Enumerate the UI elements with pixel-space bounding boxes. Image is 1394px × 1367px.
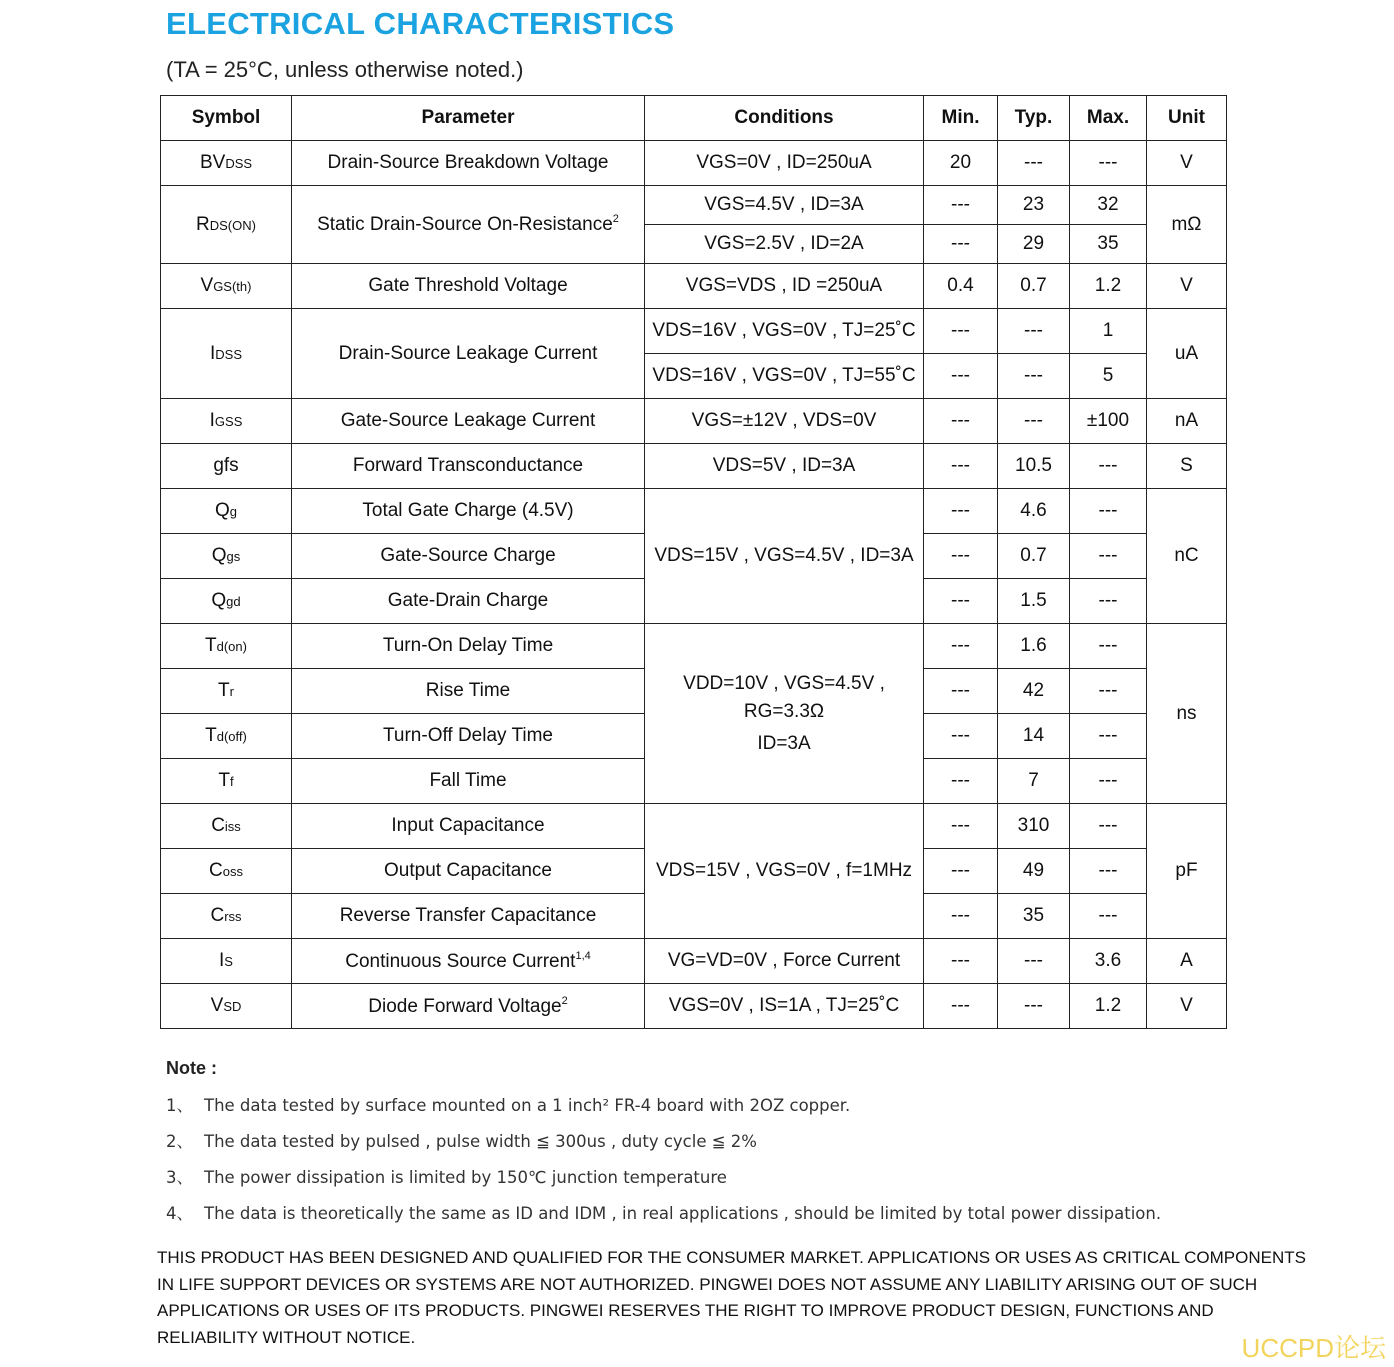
note-item: 3、 The power dissipation is limited by 150℃ junction temperature [166, 1168, 727, 1187]
min-cell: --- [924, 669, 998, 714]
typ-cell: 1.5 [998, 579, 1070, 624]
conditions-cell: VDS=16V , VGS=0V , TJ=25˚C [645, 309, 924, 354]
header-parameter: Parameter [292, 96, 645, 141]
header-min: Min. [924, 96, 998, 141]
conditions-cell: VDS=15V , VGS=4.5V , ID=3A [645, 489, 924, 624]
min-cell: --- [924, 849, 998, 894]
table-row [161, 489, 1227, 534]
parameter-cell: Output Capacitance [292, 849, 645, 894]
note-item: 1、 The data tested by surface mounted on a 1 inch² FR-4 board with 2OZ copper. [166, 1096, 851, 1115]
typ-cell: 310 [998, 804, 1070, 849]
parameter-cell: Turn-Off Delay Time [292, 714, 645, 759]
unit-cell: S [1147, 444, 1227, 489]
typ-cell: --- [998, 939, 1070, 984]
conditions-cell: VDS=15V , VGS=0V , f=1MHz [645, 804, 924, 939]
max-cell: 1.2 [1070, 264, 1147, 309]
min-cell: --- [924, 399, 998, 444]
conditions-cell: VGS=0V , ID=250uA [645, 141, 924, 186]
parameter-cell: Total Gate Charge (4.5V) [292, 489, 645, 534]
min-cell: --- [924, 624, 998, 669]
symbol-cell: Td(off) [161, 714, 292, 759]
typ-cell: --- [998, 984, 1070, 1029]
note-item: 4、 The data is theoretically the same as ID and IDM , in real applications , should be limited by total power dissipation. [166, 1204, 1162, 1223]
typ-cell: 4.6 [998, 489, 1070, 534]
table-row [161, 804, 1227, 849]
table-row [161, 444, 1227, 489]
parameter-cell: Drain-Source Leakage Current [292, 309, 645, 399]
parameter-cell: Drain-Source Breakdown Voltage [292, 141, 645, 186]
symbol-cell: Tf [161, 759, 292, 804]
typ-cell: 10.5 [998, 444, 1070, 489]
table-row [161, 186, 1227, 225]
symbol-cell: Coss [161, 849, 292, 894]
symbol-cell: IGSS [161, 399, 292, 444]
typ-cell: 35 [998, 894, 1070, 939]
max-cell: --- [1070, 624, 1147, 669]
symbol-cell: Qgs [161, 534, 292, 579]
watermark: UCCPD论坛 [1241, 1333, 1386, 1363]
symbol-cell: Td(on) [161, 624, 292, 669]
note-item: 2、 The data tested by pulsed , pulse width ≦ 300us , duty cycle ≦ 2% [166, 1132, 757, 1151]
table-row [161, 984, 1227, 1029]
parameter-cell: Static Drain-Source On-Resistance$^2$ [292, 186, 645, 264]
min-cell: --- [924, 714, 998, 759]
disclaimer-text: THIS PRODUCT HAS BEEN DESIGNED AND QUALIFIED FOR THE CONSUMER MARKET. APPLICATIONS OR USES AS CRITICAL COMPONENTS IN LIFE SUPPORT DEVICES OR SYSTEMS ARE NOT AUTHORIZED. PINGWEI DOES NOT ASSUME ANY LIABILITY ARISING OUT OF SUCH APPLICATIONS OR USES OF ITS PRODUCTS. PINGWEI RESERVES THE RIGHT TO IMPROVE PRODUCT DESIGN, FUNCTIONS AND RELIABILITY WITHOUT NOTICE. [157, 1248, 1306, 1347]
typ-cell: --- [998, 309, 1070, 354]
symbol-cell: RDS(ON) [161, 186, 292, 264]
symbol-cell: Tr [161, 669, 292, 714]
max-cell: --- [1070, 444, 1147, 489]
typ-cell: 0.7 [998, 534, 1070, 579]
min-cell: 0.4 [924, 264, 998, 309]
unit-cell: mΩ [1147, 186, 1227, 264]
parameter-cell: Gate-Source Charge [292, 534, 645, 579]
min-cell: --- [924, 804, 998, 849]
typ-cell: 1.6 [998, 624, 1070, 669]
table-row [161, 939, 1227, 984]
max-cell: --- [1070, 759, 1147, 804]
typ-cell: 7 [998, 759, 1070, 804]
parameter-cell: Continuous Source Current$^{1,4}$ [292, 939, 645, 984]
table-row [161, 309, 1227, 354]
typ-cell: 23 [998, 186, 1070, 225]
typ-cell: --- [998, 141, 1070, 186]
table-row [161, 141, 1227, 186]
typ-cell: 42 [998, 669, 1070, 714]
unit-cell: V [1147, 264, 1227, 309]
conditions-cell: VGS=VDS , ID =250uA [645, 264, 924, 309]
conditions-cell: VDS=16V , VGS=0V , TJ=55˚C [645, 354, 924, 399]
page-subtitle: (TA = 25°C, unless otherwise noted.) [166, 57, 524, 82]
symbol-cell: Qgd [161, 579, 292, 624]
min-cell: --- [924, 225, 998, 264]
table-header-row [161, 96, 1227, 141]
min-cell: --- [924, 984, 998, 1029]
header-unit: Unit [1147, 96, 1227, 141]
symbol-cell: IDSS [161, 309, 292, 399]
characteristics-table [160, 95, 1227, 1029]
min-cell: --- [924, 759, 998, 804]
max-cell: 5 [1070, 354, 1147, 399]
parameter-cell: Forward Transconductance [292, 444, 645, 489]
min-cell: --- [924, 186, 998, 225]
max-cell: --- [1070, 804, 1147, 849]
min-cell: --- [924, 489, 998, 534]
symbol-cell: VSD [161, 984, 292, 1029]
max-cell: --- [1070, 669, 1147, 714]
conditions-cell: VGS=±12V , VDS=0V [645, 399, 924, 444]
parameter-cell: Turn-On Delay Time [292, 624, 645, 669]
page-title: ELECTRICAL CHARACTERISTICS [166, 6, 675, 41]
max-cell: 32 [1070, 186, 1147, 225]
header-symbol: Symbol [161, 96, 292, 141]
typ-cell: 29 [998, 225, 1070, 264]
unit-cell: nA [1147, 399, 1227, 444]
max-cell: 1.2 [1070, 984, 1147, 1029]
unit-cell: uA [1147, 309, 1227, 399]
parameter-cell: Gate Threshold Voltage [292, 264, 645, 309]
max-cell: --- [1070, 579, 1147, 624]
parameter-cell: Rise Time [292, 669, 645, 714]
max-cell: ±100 [1070, 399, 1147, 444]
typ-cell: 0.7 [998, 264, 1070, 309]
symbol-cell: BVDSS [161, 141, 292, 186]
table-row [161, 264, 1227, 309]
notes-heading: Note : [166, 1058, 217, 1078]
conditions-cell: VGS=4.5V , ID=3A [645, 186, 924, 225]
min-cell: --- [924, 579, 998, 624]
header-typ: Typ. [998, 96, 1070, 141]
parameter-cell: Diode Forward Voltage$^2$ [292, 984, 645, 1029]
min-cell: --- [924, 309, 998, 354]
unit-cell: ns [1147, 624, 1227, 804]
max-cell: 1 [1070, 309, 1147, 354]
max-cell: 3.6 [1070, 939, 1147, 984]
parameter-cell: Fall Time [292, 759, 645, 804]
max-cell: --- [1070, 534, 1147, 579]
unit-cell: V [1147, 984, 1227, 1029]
conditions-cell: VGS=0V , IS=1A , TJ=25˚C [645, 984, 924, 1029]
min-cell: --- [924, 444, 998, 489]
conditions-cell: VGS=2.5V , ID=2A [645, 225, 924, 264]
typ-cell: --- [998, 354, 1070, 399]
min-cell: 20 [924, 141, 998, 186]
min-cell: --- [924, 534, 998, 579]
symbol-cell: Ciss [161, 804, 292, 849]
max-cell: --- [1070, 894, 1147, 939]
unit-cell: nC [1147, 489, 1227, 624]
parameter-cell: Reverse Transfer Capacitance [292, 894, 645, 939]
conditions-cell: VG=VD=0V , Force Current [645, 939, 924, 984]
table-row [161, 399, 1227, 444]
unit-cell: pF [1147, 804, 1227, 939]
min-cell: --- [924, 894, 998, 939]
parameter-cell: Gate-Drain Charge [292, 579, 645, 624]
header-conditions: Conditions [645, 96, 924, 141]
parameter-cell: Input Capacitance [292, 804, 645, 849]
notes-section [166, 1058, 1161, 1237]
min-cell: --- [924, 939, 998, 984]
conditions-cell: VDS=5V , ID=3A [645, 444, 924, 489]
typ-cell: --- [998, 399, 1070, 444]
symbol-cell: VGS(th) [161, 264, 292, 309]
min-cell: --- [924, 354, 998, 399]
parameter-cell: Gate-Source Leakage Current [292, 399, 645, 444]
symbol-cell: gfs [161, 444, 292, 489]
symbol-cell: Qg [161, 489, 292, 534]
unit-cell: V [1147, 141, 1227, 186]
typ-cell: 14 [998, 714, 1070, 759]
conditions-cell: VDD=10V , VGS=4.5V , RG=3.3Ω ID=3A [645, 624, 924, 804]
symbol-cell: Crss [161, 894, 292, 939]
table-row [161, 624, 1227, 669]
symbol-cell: IS [161, 939, 292, 984]
unit-cell: A [1147, 939, 1227, 984]
header-max: Max. [1070, 96, 1147, 141]
max-cell: --- [1070, 489, 1147, 534]
max-cell: --- [1070, 714, 1147, 759]
max-cell: --- [1070, 141, 1147, 186]
max-cell: 35 [1070, 225, 1147, 264]
max-cell: --- [1070, 849, 1147, 894]
typ-cell: 49 [998, 849, 1070, 894]
